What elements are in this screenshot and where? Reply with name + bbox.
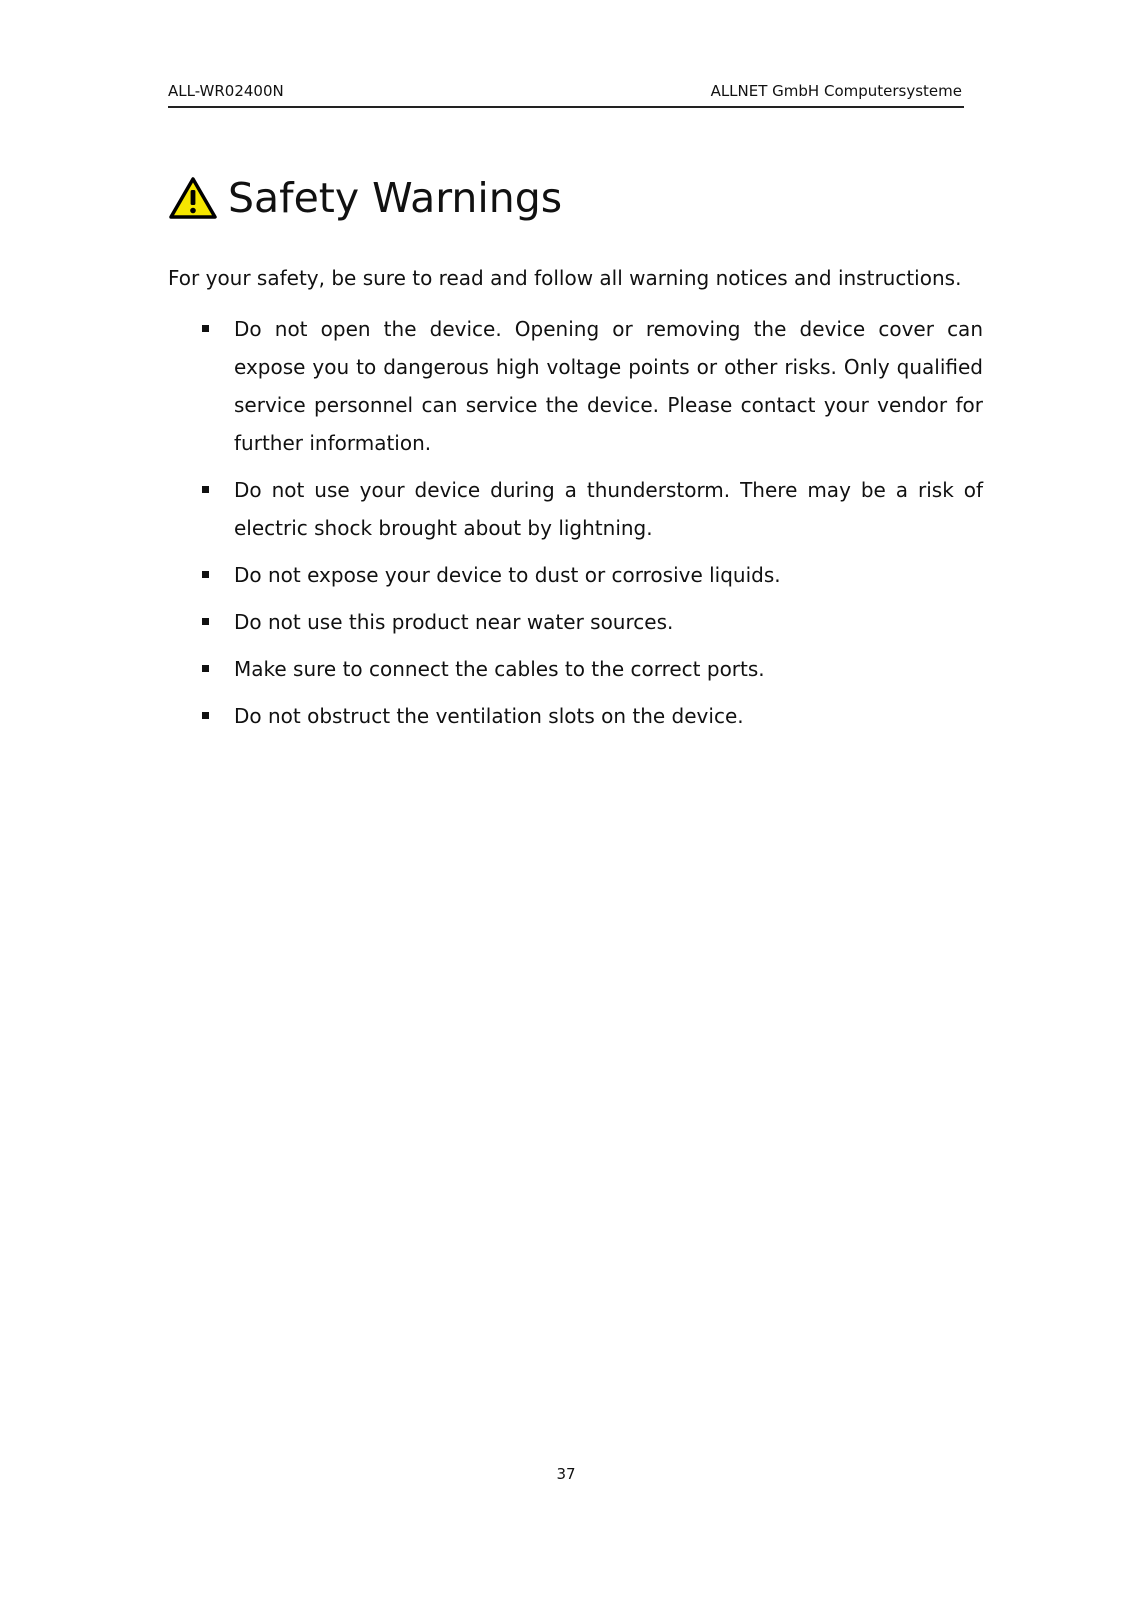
warning-triangle-icon bbox=[168, 176, 218, 220]
bullet-icon bbox=[202, 618, 209, 625]
header-company-name: ALLNET GmbH Computersysteme bbox=[710, 82, 962, 100]
bullet-icon bbox=[202, 325, 209, 332]
safety-warnings-list bbox=[200, 310, 983, 744]
list-item bbox=[200, 697, 983, 735]
header-model-name: ALL-WR02400N bbox=[168, 82, 284, 100]
list-item-text: Do not obstruct the ventilation slots on the device. bbox=[234, 704, 744, 728]
bullet-icon bbox=[202, 571, 209, 578]
page-title: Safety Warnings bbox=[228, 174, 563, 222]
list-item bbox=[200, 650, 983, 688]
list-item bbox=[200, 310, 983, 462]
list-item-text: Make sure to connect the cables to the correct ports. bbox=[234, 657, 765, 681]
page-header bbox=[168, 80, 964, 108]
list-item-text: Do not use your device during a thunderstorm. There may be a risk of electric shock brought about by lightning. bbox=[234, 478, 983, 540]
list-item bbox=[200, 471, 983, 547]
bullet-icon bbox=[202, 712, 209, 719]
bullet-icon bbox=[202, 665, 209, 672]
intro-paragraph: For your safety, be sure to read and follow all warning notices and instructions. bbox=[168, 266, 962, 290]
section-title-row bbox=[168, 168, 562, 228]
page-number: 37 bbox=[556, 1465, 576, 1483]
list-item-text: Do not expose your device to dust or corrosive liquids. bbox=[234, 563, 781, 587]
list-item bbox=[200, 603, 983, 641]
list-item-text: Do not use this product near water sources. bbox=[234, 610, 674, 634]
list-item-text: Do not open the device. Opening or removing the device cover can expose you to dangerous high voltage points or other risks. Only qualified service personnel can service the device. Please contact your vendor for further information. bbox=[234, 317, 983, 455]
list-item bbox=[200, 556, 983, 594]
bullet-icon bbox=[202, 486, 209, 493]
